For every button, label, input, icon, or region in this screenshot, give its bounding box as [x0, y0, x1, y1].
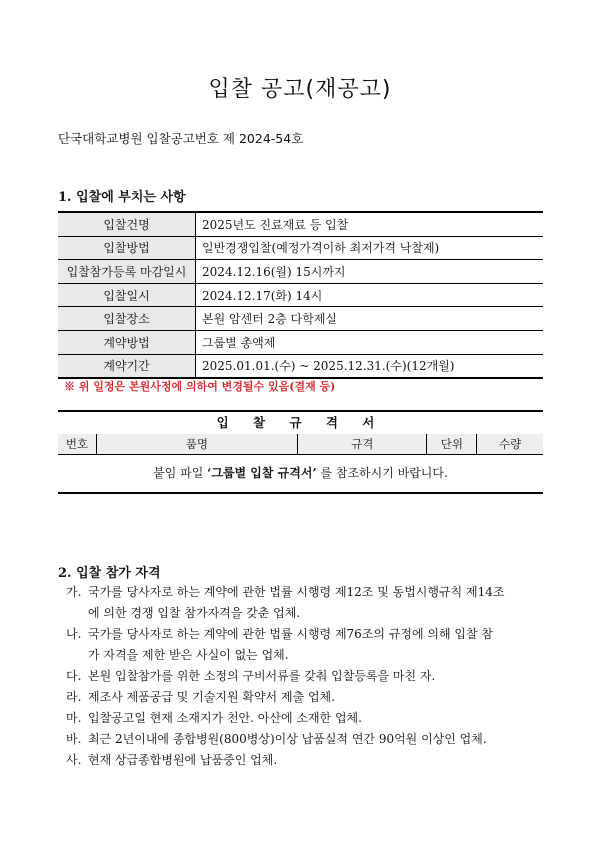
info-row-label: 입찰건명 — [58, 212, 196, 236]
spec-col-item-name: 품명 — [97, 434, 298, 454]
info-row — [58, 260, 543, 284]
qualification-marker: 라. — [66, 690, 82, 704]
spec-body-attachment-name: ‘그룹별 입찰 규격서’ — [207, 466, 317, 480]
schedule-change-note: ※ 위 일정은 본원사정에 의하여 변경될수 있음(결재 등) — [64, 380, 336, 393]
info-row-value: 2025.01.01.(수) ~ 2025.12.31.(수)(12개월) — [202, 359, 455, 374]
spec-table-title: 입 찰 규 격 서 — [58, 410, 543, 435]
info-row — [58, 212, 543, 236]
qualification-text: 현재 상급종합병원에 납품중인 업체. — [88, 753, 278, 767]
qualification-marker: 나. — [66, 627, 82, 641]
section2-heading: 2. 입찰 참가 자격 — [58, 566, 161, 581]
qualification-marker: 마. — [66, 711, 82, 725]
bid-info-table — [58, 211, 543, 379]
info-row-label: 입찰장소 — [58, 307, 196, 331]
spec-table-body — [58, 455, 543, 494]
qualification-marker: 다. — [66, 669, 82, 683]
section1-heading: 1. 입찰에 부치는 사항 — [58, 190, 186, 205]
notice-number: 단국대학교병원 입찰공고번호 제 2024-54호 — [58, 131, 304, 146]
qualification-text: 가 자격을 제한 받은 사실이 없는 업체. — [88, 648, 289, 662]
info-row — [58, 283, 543, 307]
qualification-text: 본원 입찰참가를 위한 소정의 구비서류를 갖춰 입찰등록을 마친 자. — [88, 669, 436, 683]
info-row — [58, 330, 543, 354]
info-row-label: 계약기간 — [58, 354, 196, 378]
info-row-value: 일반경쟁입찰(예정가격이하 최저가격 낙찰제) — [196, 236, 544, 260]
qualification-marker: 바. — [66, 732, 82, 746]
spec-col-quantity: 수량 — [499, 437, 522, 451]
qualification-text: 에 의한 경쟁 입찰 참가자격을 갖춘 업체. — [88, 606, 301, 620]
info-row-value: 그룹별 총액제 — [196, 330, 544, 354]
info-row — [58, 307, 543, 331]
qualification-text: 입찰공고일 현재 소재지가 천안. 아산에 소재한 업체. — [88, 711, 362, 725]
info-row-label: 입찰방법 — [58, 236, 196, 260]
spec-table-header — [58, 434, 543, 455]
qualification-text: 제조사 제품공급 및 기술지원 확약서 제출 업체. — [88, 690, 335, 704]
info-row-value: 2025년도 진료재료 등 입찰 — [196, 212, 544, 236]
qualification-text: 국가를 당사자로 하는 계약에 관한 법률 시행령 제76조의 규정에 의해 입찰 참 — [88, 627, 493, 641]
spec-body-prefix: 붙임 파일 — [153, 466, 208, 480]
document-title: 입찰 공고(재공고) — [208, 77, 392, 102]
info-row-value: 2024.12.17(화) 14시 — [196, 283, 544, 307]
spec-body-suffix: 를 참조하시기 바랍니다. — [316, 466, 448, 480]
bid-spec-table — [58, 410, 543, 494]
qualification-text: 국가를 당사자로 하는 계약에 관한 법률 시행령 제12조 및 동법시행규칙 제14조 — [88, 585, 505, 599]
info-row-label: 입찰일시 — [58, 283, 196, 307]
info-row-value: 2024.12.16(월) 15시까지 — [196, 260, 544, 284]
info-row — [58, 354, 543, 378]
info-row-label: 입찰참가등록 마감일시 — [58, 260, 196, 284]
spec-col-unit: 단위 — [427, 434, 477, 454]
info-row-value: 본원 암센터 2층 다학제실 — [196, 307, 544, 331]
spec-col-number: 번호 — [58, 434, 97, 454]
qualification-marker: 가. — [66, 585, 82, 599]
qualification-marker: 사. — [66, 753, 82, 767]
qualification-text: 최근 2년이내에 종합병원(800병상)이상 납품실적 연간 90억원 이상인 업체. — [88, 732, 487, 746]
info-row-label: 계약방법 — [58, 330, 196, 354]
spec-col-spec: 규격 — [298, 434, 427, 454]
info-row — [58, 236, 543, 260]
